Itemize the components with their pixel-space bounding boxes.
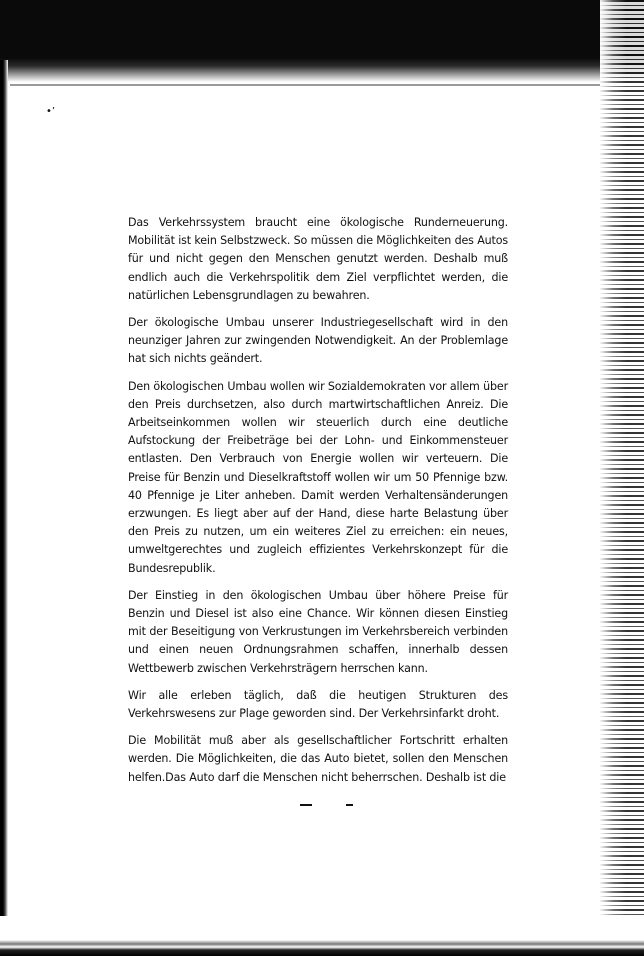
scan-border-right-fade — [600, 0, 644, 956]
page-footer — [0, 800, 644, 810]
paragraph: Wir alle erleben täglich, daß die heutigen Strukturen des Verkehrswesens zur Plage geworden sind. Der Verkehrsinfarkt droht. — [128, 688, 508, 721]
paragraph: Der Einstieg in den ökologischen Umbau über höhere Preise für Benzin und Diesel ist also eine Chance. Wir können diesen Einstieg mit der Beseitigung von Verkrustungen im Verkehrsbereich verbinden und einen neuen Ordnungsrahmen schaffen, innerhalb dessen Wettbewerb zwischen Verkehrsträgern herrschen kann. — [128, 588, 508, 675]
scan-border-bottom — [0, 916, 644, 956]
document-body — [128, 214, 508, 796]
paragraph: Der ökologische Umbau unserer Industriegesellschaft wird in den neunziger Jahren zur zwingenden Notwendigkeit. An der Problemlage hat sich nichts geändert. — [128, 316, 508, 366]
paragraph: Das Verkehrssystem braucht eine ökologische Runderneuerung. Mobilität ist kein Selbstzweck. So müssen die Möglichkeiten des Autos für und nicht gegen den Menschen genutzt werden. Deshalb muß endlich auch die Verkehrspolitik dem Ziel verpflichtet werden, die natürlichen Lebensgrundlagen zu bewahren. — [128, 216, 508, 302]
footer-dash-right — [346, 804, 353, 806]
page-edge — [10, 84, 610, 86]
paragraph: Die Mobilität muß aber als gesellschaftlicher Fortschritt erhalten werden. Die Möglichkeiten, die das Auto bietet, sollen den Menschen helfen.Das Auto darf die Menschen nicht beherrschen. Deshalb ist die — [128, 734, 508, 784]
paragraph: Den ökologischen Umbau wollen wir Sozialdemokraten vor allem über den Preis durchsetzen, also durch martwirtschaftlichen Anreiz. Die Arbeitseinkommen wollen wir steuerlich durch eine deutliche Aufstockung der Freibeträge bei der Lohn- und Einkommensteuer entlasten. Den Verbrauch von Energie wollen wir verteuern. Die Preise für Benzin und Dieselkraftstoff wollen wir um 50 Pfennige bzw. 40 Pfennige je Liter anheben. Damit werden Verhaltensänderungen erzwungen. Es liegt aber auf der Hand, diese harte Belastung über den Preis zu nutzen, um ein weiteres Ziel zu erreichen: ein neues, umweltgerechtes und zugleich effizientes Verkehrskonzept für die Bundesrepublik. — [128, 379, 508, 575]
scan-border-top — [0, 0, 644, 96]
footer-dash-left — [300, 804, 312, 806]
corner-mark: •’ — [46, 106, 56, 117]
